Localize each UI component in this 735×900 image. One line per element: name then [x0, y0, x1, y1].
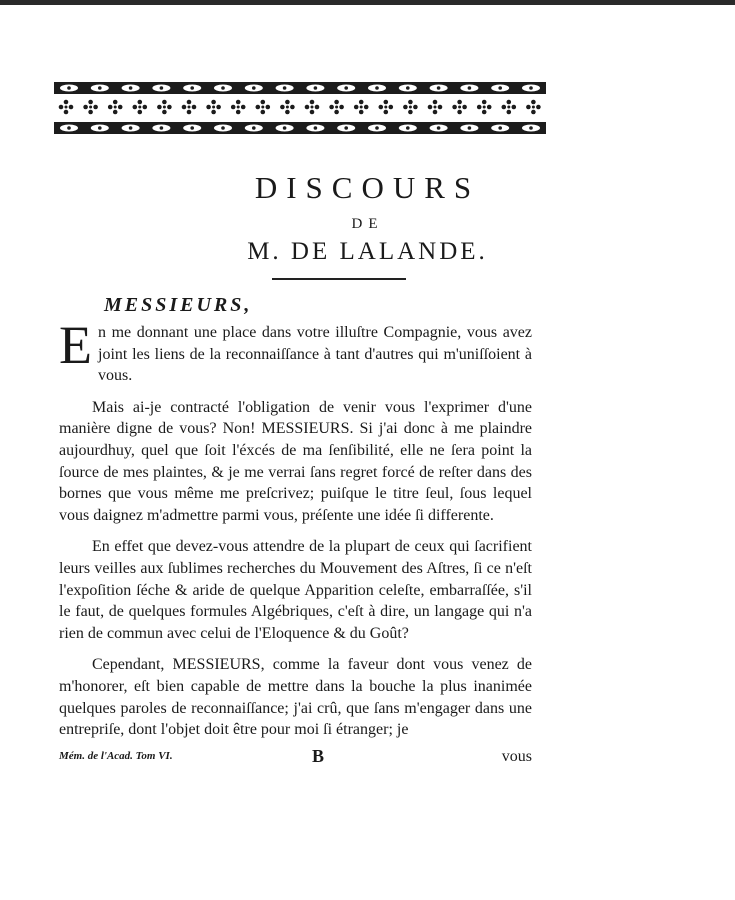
salutation: MESSIEURS,	[104, 294, 253, 316]
signature-line: Mém. de l'Acad. Tom VI.	[59, 750, 173, 762]
ornament-band-bottom	[54, 122, 546, 134]
catchword: vous	[501, 748, 532, 765]
drop-cap: E	[59, 315, 92, 375]
ornament-band-top	[54, 82, 546, 94]
title-preposition: DE	[351, 216, 384, 232]
author-name: M. DE LALANDE.	[247, 238, 488, 265]
paragraph-2: Mais ai-je contracté l'obligation de venir vous l'exprimer d'une manière digne de vous? Non! MESSIEURS. Si j'ai donc à me plaindre aujourdhuy, quel que ſoit l'éxcés de ma ſenſibilité, elle ne ſera point la ſource de mes plaintes, & je me verrai ſans regret forcé de reſter dans des bornes que vous même me preſcrivez; puiſque le titre ſeul, ſous lequel vous daignez m'admettre parmi vous, préſente une idée ſi differente.	[59, 398, 532, 524]
signature-mark: B	[312, 746, 325, 766]
paragraph-1-text: n me donnant une place dans votre illuſtre Compagnie, vous avez joint les liens de la reconnaiſſance à tant d'autres qui m'uniſſoient à vous.	[98, 324, 532, 385]
page-footer	[59, 748, 532, 768]
discourse-title: DISCOURS	[254, 170, 481, 205]
ornamental-headpiece	[54, 76, 546, 138]
title-rule	[272, 278, 406, 280]
paragraph-4: Cependant, MESSIEURS, comme la faveur dont vous venez de m'honorer, eſt bien capable de mettre dans la bouche la plus inanimée quelques paroles de reconnaiſſance; j'ai crû, que ſans m'engager dans une entrepriſe, dont l'objet doit être pour moi ſi étranger; je	[59, 656, 532, 739]
ornament-floral-row	[59, 100, 541, 115]
paragraph-1	[59, 315, 532, 387]
page-top-edge	[0, 0, 735, 5]
body-text	[59, 315, 532, 751]
paragraph-3: En effet que devez-vous attendre de la plupart de ceux qui ſacrifient leurs veilles aux ſublimes recherches du Mouvement des Aſtres, ſi ce n'eſt l'expoſition ſéche & aride de quelque Apparition celeſte, embarraſſée, s'il le faut, de quelques formules Algébriques, c'eſt à dire, un langage qui n'a rien de commun avec celui de l'Eloquence & du Goût?	[59, 538, 532, 642]
